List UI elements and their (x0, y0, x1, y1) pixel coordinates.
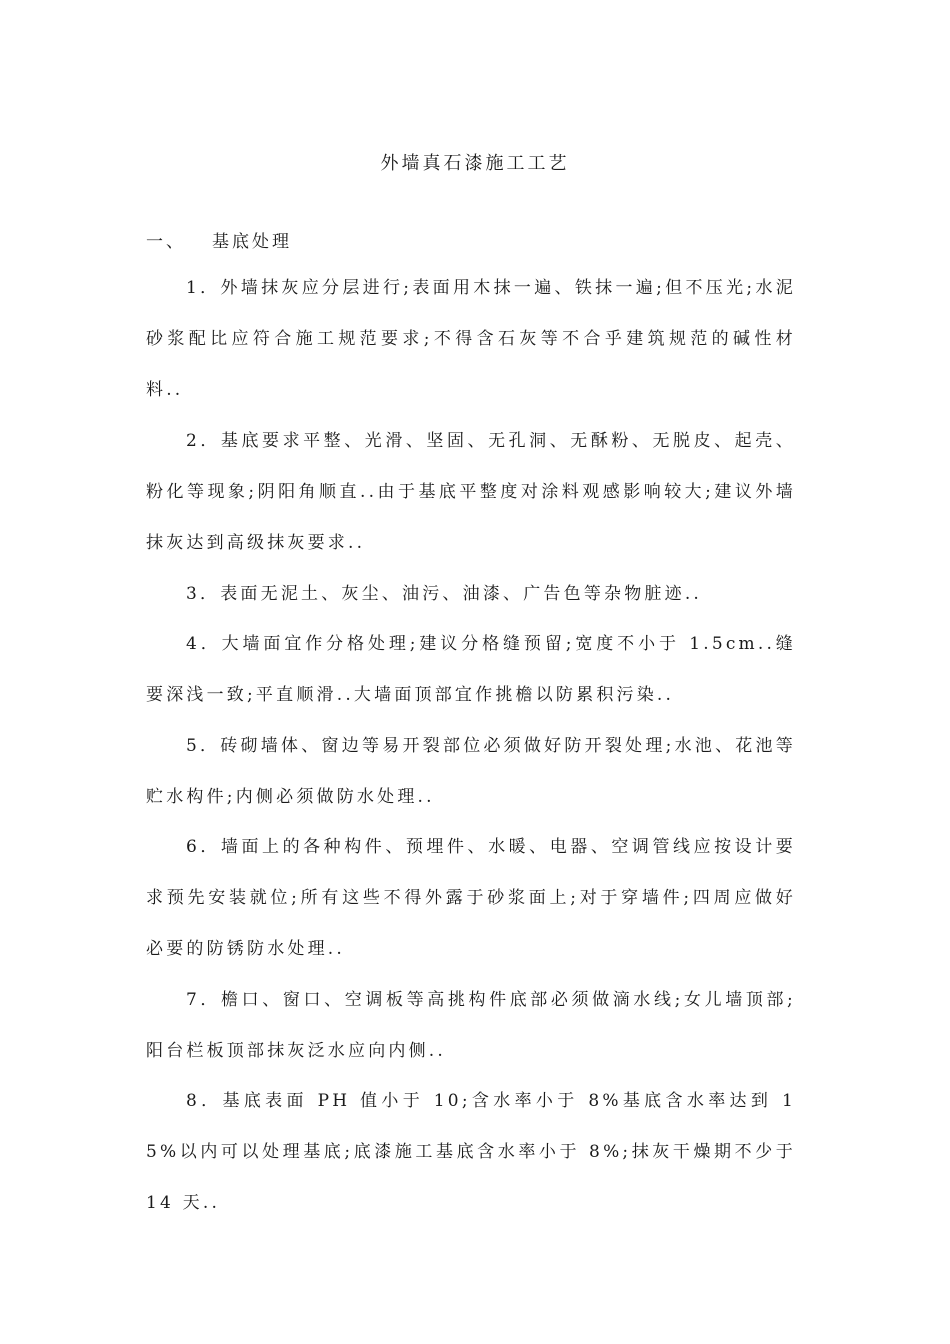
section-heading (146, 228, 292, 256)
paragraph-7: 7．檐口、窗口、空调板等高挑构件底部必须做滴水线;女儿墙顶部;阳台栏板顶部抹灰泛水应向内侧.. (146, 990, 796, 1061)
paragraph-8: 8．基底表面 PH 值小于 10;含水率小于 8%基底含水率达到 15%以内可以处理基底;底漆施工基底含水率小于 8%;抹灰干燥期不少于 14 天.. (146, 1091, 796, 1213)
section-title: 基底处理 (212, 232, 292, 252)
paragraph-3: 3．表面无泥土、灰尘、油污、油漆、广告色等杂物脏迹.. (186, 584, 703, 604)
paragraph-2: 2．基底要求平整、光滑、坚固、无孔洞、无酥粉、无脱皮、起壳、粉化等现象;阴阳角顺直..由于基底平整度对涂料观感影响较大;建议外墙抹灰达到高级抹灰要求.. (146, 431, 796, 553)
paragraph-6: 6．墙面上的各种构件、预埋件、水暖、电器、空调管线应按设计要求预先安装就位;所有这些不得外露于砂浆面上;对于穿墙件;四周应做好必要的防锈防水处理.. (146, 837, 796, 959)
document-title: 外墙真石漆施工工艺 (380, 153, 570, 174)
paragraph-5: 5．砖砌墙体、窗边等易开裂部位必须做好防开裂处理;水池、花池等贮水构件;内侧必须做防水处理.. (146, 736, 796, 807)
section-number: 一、 (146, 232, 186, 252)
paragraph-1: 1．外墙抹灰应分层进行;表面用木抹一遍、铁抹一遍;但不压光;水泥砂浆配比应符合施工规范要求;不得含石灰等不合乎建筑规范的碱性材料.. (146, 278, 796, 400)
paragraph-4: 4．大墙面宜作分格处理;建议分格缝预留;宽度不小于 1.5cm..缝要深浅一致;平直顺滑..大墙面顶部宜作挑檐以防累积污染.. (146, 634, 796, 705)
